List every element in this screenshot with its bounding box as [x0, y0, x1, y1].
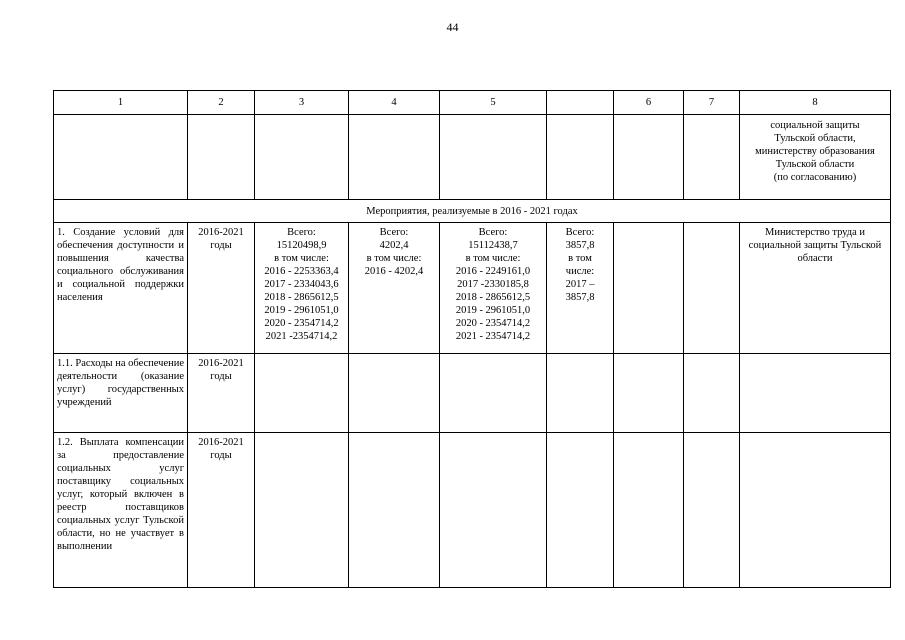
cell-line: 2016 - 2249161,0: [455, 266, 531, 277]
header-cell: 7: [684, 91, 740, 115]
cell-line: 2016 - 4202,4: [364, 266, 424, 277]
cell-line: 3857,8: [565, 292, 595, 303]
measure-name: 1.1. Расходы на обеспечение деятельности (оказание услуг) государственных учреждений: [54, 354, 188, 433]
table-row: [54, 223, 891, 354]
table-row: [54, 354, 891, 433]
cell-line: социальной защиты: [770, 120, 860, 131]
header-cell: 5: [440, 91, 547, 115]
page-number: 44: [446, 20, 459, 34]
cell-line: в том числе:: [465, 253, 521, 264]
period-cell: 2016-2021 годы: [188, 433, 255, 588]
cell-line: в том числе:: [366, 253, 422, 264]
cell-line: 2021 - 2354714,2: [455, 331, 531, 342]
table-row: [54, 433, 891, 588]
cell-line: в том: [568, 253, 592, 264]
cell-line: числе:: [565, 266, 595, 277]
cell-line: в том числе:: [274, 253, 329, 264]
cell-line: 15112438,7: [468, 240, 518, 251]
measure-name: 1.2. Выплата компенсации за предоставление социальных услуг поставщику социальных услуг, который включен в реестр поставщиков социальных услуг Тульской области, но не участвует в выполнении: [54, 433, 188, 588]
cell-line: 2018 - 2865612,5: [455, 292, 531, 303]
cell-line: 2017 - 2334043,6: [264, 279, 339, 290]
cell-line: 2018 - 2865612,5: [264, 292, 339, 303]
cell-line: 2019 - 2961051,0: [455, 305, 531, 316]
cell-line: 2016 - 2253363,4: [264, 266, 339, 277]
header-cell: [547, 91, 614, 115]
header-cell: 2: [188, 91, 255, 115]
cell-line: Всего:: [565, 227, 595, 238]
total-funding-cell: [255, 223, 349, 354]
funding-cell: [440, 223, 547, 354]
section-row: [54, 200, 891, 223]
cell-line: 15120498,9: [276, 240, 327, 251]
cell-line: 2017 -2330185,8: [457, 279, 529, 290]
funding-cell: [349, 223, 440, 354]
continuation-row: [54, 115, 891, 200]
section-title: Мероприятия, реализуемые в 2016 - 2021 годах: [54, 200, 891, 223]
cell-line: (по согласованию): [773, 172, 857, 183]
program-table: [53, 90, 891, 588]
cell-line: 2020 - 2354714,2: [455, 318, 531, 329]
header-cell: 3: [255, 91, 349, 115]
cell-line: 3857,8: [565, 240, 595, 251]
header-row: [54, 91, 891, 115]
cell-line: 2020 - 2354714,2: [264, 318, 339, 329]
cell-line: Всего:: [478, 227, 508, 238]
funding-cell: [547, 223, 614, 354]
cell-line: Всего:: [379, 227, 409, 238]
header-cell: 6: [614, 91, 684, 115]
period-cell: 2016-2021 годы: [188, 223, 255, 354]
header-cell: 8: [740, 91, 891, 115]
cell-line: 2021 -2354714,2: [265, 331, 338, 342]
responsible-cell: Министерство труда и социальной защиты Тульской области: [740, 223, 891, 354]
cell-line: Тульской области: [775, 159, 855, 170]
cell-line: министерству образования: [755, 146, 875, 157]
cell-line: 4202,4: [379, 240, 409, 251]
responsible-cell: [740, 115, 891, 200]
header-cell: 1: [54, 91, 188, 115]
cell-line: 2019 - 2961051,0: [264, 305, 339, 316]
cell-line: Тульской области,: [774, 133, 856, 144]
cell-line: 2017 –: [565, 279, 595, 290]
cell-line: Всего:: [287, 227, 316, 238]
period-cell: 2016-2021 годы: [188, 354, 255, 433]
measure-name: 1. Создание условий для обеспечения доступности и повышения качества социального обслуживания и социальной поддержки населения: [54, 223, 188, 354]
header-cell: 4: [349, 91, 440, 115]
